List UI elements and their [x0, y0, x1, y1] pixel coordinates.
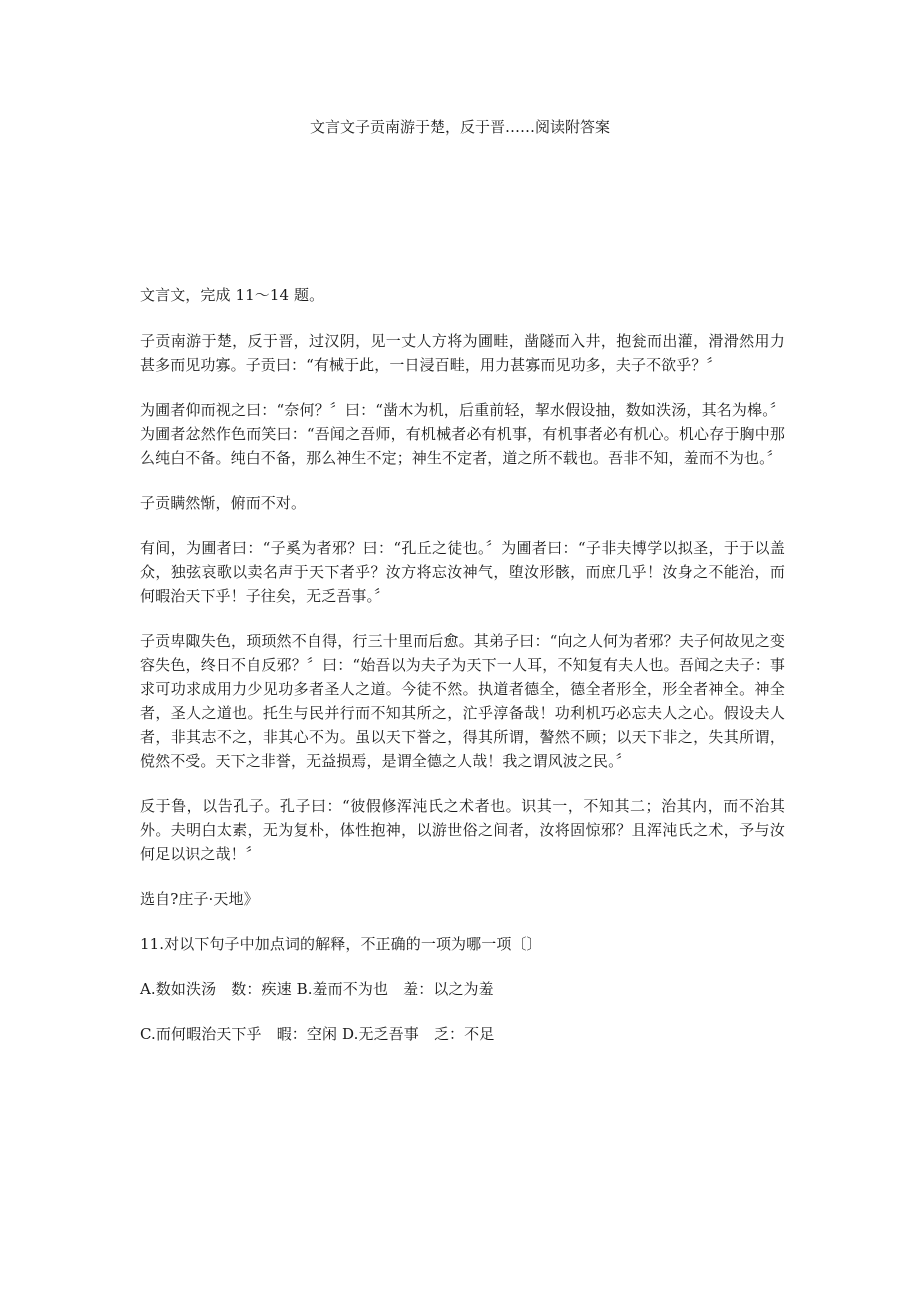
- document-title: 文言文子贡南游于楚，反于晋……阅读附答案: [309, 118, 610, 136]
- text-paragraph-6: 反于鲁，以告孔子。孔子曰：“彼假修浑沌氏之术者也。识其一，不知其二；治其内，而不治其外。夫明白太素，无为复朴，体性抱神，以游世俗之间者，汝将固惊邪？且浑沌氏之术，予与汝何足以识之哉！〞: [140, 797, 785, 863]
- text-paragraph-3: 子贡瞒然惭，俯而不对。: [140, 494, 307, 512]
- answer-options-cd: C.而何暇治天下乎 暇：空闲 D.无乏吾事 乏：不足: [140, 1025, 495, 1043]
- question-11: 11.对以下句子中加点词的解释，不正确的一项为哪一项〔〕: [140, 935, 542, 953]
- answer-options-ab: A.数如泆汤 数：疾速 B.羞而不为也 羞：以之为羞: [140, 980, 494, 998]
- text-paragraph-1: 子贡南游于楚，反于晋，过汉阴，见一丈人方将为圃畦，凿隧而入井，抱瓮而出灌，滑滑然用力甚多而见功寡。子贡曰：“有械于此，一日浸百畦，用力甚寡而见功多，夫子不欲乎？〞: [140, 332, 785, 374]
- article-body: [140, 283, 785, 1067]
- source-citation: 选自?庄子·天地》: [140, 890, 259, 908]
- text-paragraph-4: 有间，为圃者曰：“子奚为者邪？曰：“孔丘之徒也。〞为圃者曰：“子非夫博学以拟圣，于于以盖众，独弦哀歌以卖名声于天下者乎？汝方将忘汝神气，堕汝形骸，而庶几乎！汝身之不能治，而何暇治天下乎！子往矣，无乏吾事。〞: [140, 539, 785, 605]
- text-paragraph-5: 子贡卑陬失色，顼顼然不自得，行三十里而后愈。其弟子曰：“向之人何为者邪？夫子何故见之变容失色，终日不自反邪？〞曰：“始吾以为夫子为天下一人耳，不知复有夫人也。吾闻之夫子：事求可功求成用力少见功多者圣人之道。今徒不然。执道者德全，德全者形全，形全者神全。神全者，圣人之道也。托生与民并行而不知其所之，汒乎淳备哉！功利机巧必忘夫人之心。假设夫人者，非其志不之，非其心不为。虽以天下誉之，得其所谓，謷然不顾；以天下非之，失其所谓，傥然不受。天下之非誉，无益损焉，是谓全德之人哉！我之谓风波之民。〞: [140, 632, 785, 770]
- instruction-paragraph: 文言文，完成 11～14 题。: [140, 286, 325, 304]
- text-paragraph-2: 为圃者仰而视之曰：“奈何？〞曰：“凿木为机，后重前轻，挈水假设抽，数如泆汤，其名为槔。〞为圃者忿然作色而笑曰：“吾闻之吾师，有机械者必有机事，有机事者必有机心。机心存于胸中那么纯白不备。纯白不备，那么神生不定；神生不定者，道之所不载也。吾非不知，羞而不为也。〞: [140, 401, 785, 467]
